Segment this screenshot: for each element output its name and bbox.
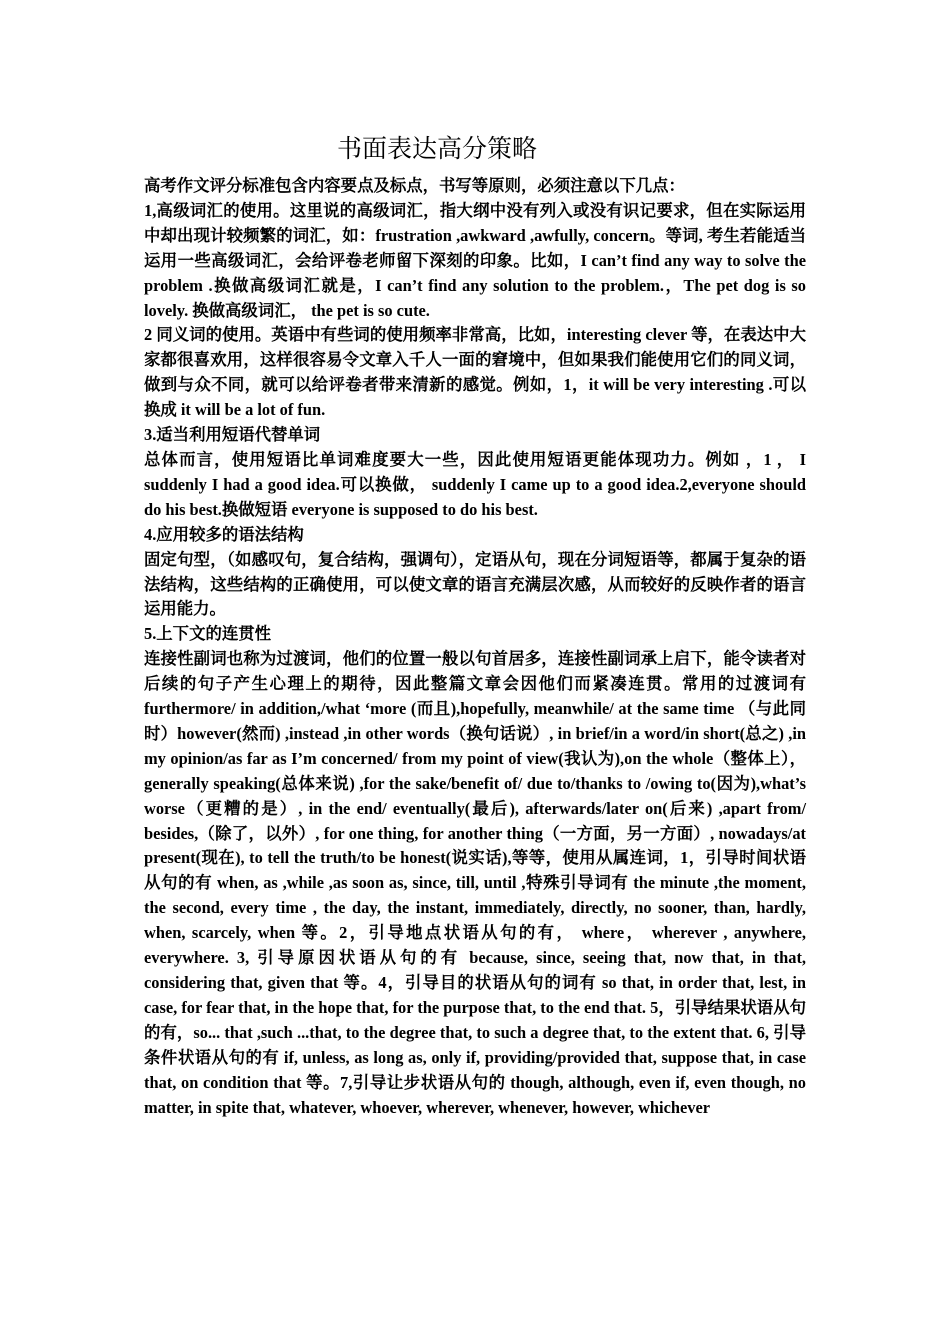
page-title: 书面表达高分策略 <box>336 134 537 163</box>
section-5-heading: 5.上下文的连贯性 <box>144 624 272 644</box>
section-1-paragraph: 1,高级词汇的使用。这里说的高级词汇，指大纲中没有列入或没有识记要求，但在实际运用中却出现计较频繁的词汇，如：frustration ,awkward ,awfully, concern。等词, 考生若能适当运用一些高级词汇，会给评卷老师留下深刻的印象。比如，I can’t find any way to solve the problem .换做高级词汇就是，I can’t find any solution to the problem.，The pet dog is so lovely. 换做高级词汇， the pet is so cute. <box>144 200 806 320</box>
section-3-paragraph: 总体而言，使用短语比单词难度要大一些，因此使用短语更能体现功力。例如 ，1 ， I suddenly I had a good idea.可以换做， suddenly I came up to a good idea.2,everyone should do his best.换做短语 everyone is supposed to do his best. <box>144 449 806 519</box>
section-4-heading: 4.应用较多的语法结构 <box>144 524 304 544</box>
section-2-paragraph: 2 同义词的使用。英语中有些词的使用频率非常高，比如，interesting clever 等，在表达中大家都很喜欢用，这样很容易令文章入千人一面的窘境中，但如果我们能使用它们的同义词，做到与众不同，就可以给评卷者带来清新的感觉。例如，1，it will be very interesting .可以换成 it will be a lot of fun. <box>144 325 806 420</box>
section-5-paragraph: 连接性副词也称为过渡词，他们的位置一般以句首居多，连接性副词承上启下，能令读者对后续的句子产生心理上的期待，因此整篇文章会因他们而紧凑连贯。常用的过渡词有 furthermore/ in addition,/what ‘more (而且),hopefully, meanwhile/ at the same time （与此同时）however(然而) ,instead ,in other words（换句话说）, in brief/in a word/in short(总之) ,in my opinion/as far as I’m concerned/ from my point of view(我认为),on the whole（整体上）， generally speaking(总体来说) ,for the sake/benefit of/ due to/thanks to /owing to(因为),what’s worse（更糟的是）, in the end/ eventually(最后), afterwards/later on(后来) ,apart from/ besides,（除了，以外）, for one thing, for another thing（一方面，另一方面）, nowadays/at present(现在), to tell the truth/to be honest(说实话),等等，使用从属连词，1，引导时间状语从句的有 when, as ,while ,as soon as, since, till, until ,特殊引导词有 the minute ,the moment, the second, every time , the day, the instant, immediately, directly, no sooner, than, hardly, when, scarcely, when 等。2，引导地点状语从句的有， where， wherever , anywhere, everywhere. 3, 引导原因状语从句的有 because, since, seeing that, now that, in that, considering that, given that 等。4，引导目的状语从句的词有 so that, in order that, lest, in case, for fear that, in the hope that, for the purpose that, to the end that. 5，引导结果状语从句的有，so... that ,such ...that, to the degree that, to such a degree that, to the extent that. 6, 引导条件状语从句的有 if, unless, as long as, only if, providing/provided that, suppose that, in case that, on condition that 等。7,引导让步状语从句的 though, although, even if, even though, no matter, in spite that, whatever, whoever, wherever, whenever, however, whichever <box>144 649 806 1117</box>
document-body <box>144 174 806 1120</box>
intro-paragraph: 高考作文评分标准包含内容要点及标点，书写等原则，必须注意以下几点： <box>144 176 685 195</box>
section-3-heading: 3.适当利用短语代替单词 <box>144 425 321 445</box>
section-4-paragraph: 固定句型，（如感叹句，复合结构，强调句），定语从句，现在分词短语等，都属于复杂的语法结构，这些结构的正确使用，可以使文章的语言充满层次感，从而较好的反映作者的语言运用能力。 <box>144 549 806 619</box>
